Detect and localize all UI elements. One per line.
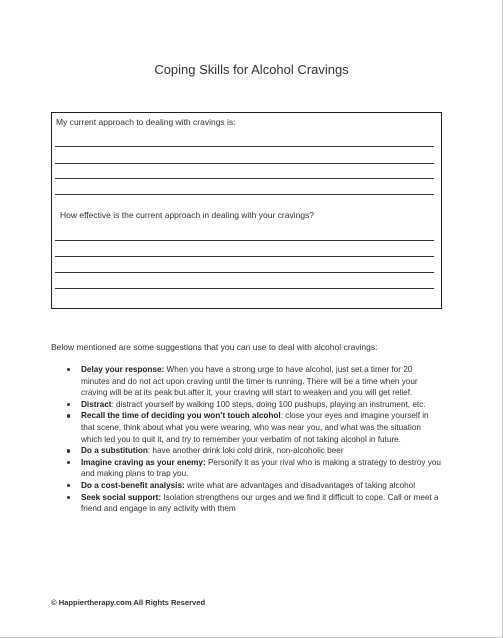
answer-line[interactable] [55,194,434,195]
bullet-icon [67,484,70,487]
bullet-icon [67,414,70,417]
suggestions-intro: Below mentioned are some suggestions that you can use to deal with alcohol cravings: [51,342,378,352]
suggestion-label: Seek social support: [81,492,162,502]
suggestion-text: : have another drink loki cold drink, non-alcoholic beer [147,446,344,456]
bullet-icon [67,461,70,464]
bullet-icon [67,496,70,499]
suggestion-label: Recall the time of deciding you won’t touch alcohol [81,411,281,421]
suggestions-list [66,364,442,515]
answer-line[interactable] [55,256,434,257]
suggestion-text: When you have a strong urge to have alcohol, just set a timer for 20 minutes and do not act upon craving until the timer is running. There will be a time when your craving will be at its peak but after it, your craving will start to weaken and you will get relief. [81,365,418,398]
list-item [66,445,442,457]
list-item [66,480,442,492]
page-title: Coping Skills for Alcohol Cravings [154,62,349,77]
suggestion-text: Isolation strengthens our urges and we find it difficult to cope. Call or meet a friend and engage in any activity with them [81,492,439,514]
suggestion-label: Distract [81,399,112,409]
question-current-approach: My current approach to dealing with cravings is: [56,117,236,127]
suggestion-text: : close your eyes and imagine yourself in that scene, think about what you were wearing, who was near you, and what was the situation which led you to quit it, and try to remember your verbatim of not taking alcohol in future. [81,411,429,444]
bullet-icon [67,403,70,406]
question-effectiveness: How effective is the current approach in dealing with your cravings? [60,210,315,220]
suggestion-label: Delay your response: [81,365,165,374]
suggestion-text: Personify it as your rival who is making a strategy to destroy you and making plans to trap you. [81,457,441,479]
list-item [66,410,442,445]
suggestion-label: Do a substitution [81,446,148,456]
copyright-footer: © Happiertherapy.com All Rights Reserved [51,598,206,607]
list-item [66,399,442,411]
answer-line[interactable] [55,146,434,147]
list-item [66,492,442,515]
suggestion-label: Imagine craving as your enemy: [81,457,206,467]
list-item [66,364,442,399]
answer-line[interactable] [55,288,434,289]
suggestion-text: write what are advantages and disadvantages of taking alcohol [184,480,416,490]
answer-line[interactable] [55,163,434,164]
bullet-icon [67,368,70,371]
answer-line[interactable] [55,240,434,241]
list-item [66,457,442,480]
answer-line[interactable] [55,178,434,179]
reflection-box [51,112,442,309]
bullet-icon [67,449,70,452]
suggestion-label: Do a cost-benefit analysis: [81,480,185,490]
suggestion-text: : distract yourself by walking 100 steps, doing 100 pushups, playing an instrument, etc. [111,399,426,409]
answer-line[interactable] [55,272,434,273]
